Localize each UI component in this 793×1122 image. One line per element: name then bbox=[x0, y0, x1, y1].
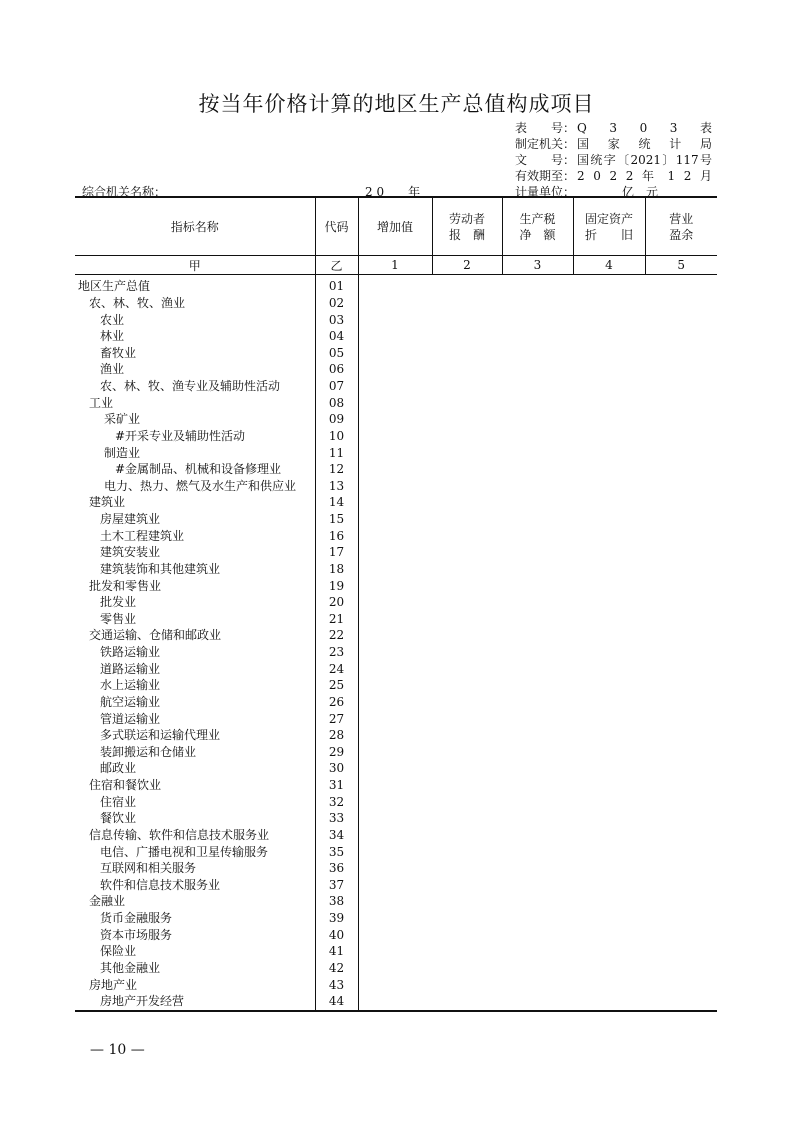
row-name: 水上运输业 bbox=[100, 678, 161, 693]
table-row bbox=[75, 760, 717, 777]
row-values bbox=[358, 611, 717, 628]
row-name: 保险业 bbox=[100, 944, 137, 959]
row-name: 批发业 bbox=[100, 595, 137, 610]
table-row bbox=[75, 594, 717, 611]
row-values bbox=[358, 727, 717, 744]
subheader: 1 bbox=[358, 256, 432, 275]
table-row bbox=[75, 860, 717, 877]
row-name: 工业 bbox=[89, 395, 114, 410]
row-code: 43 bbox=[315, 976, 358, 993]
table-row bbox=[75, 644, 717, 661]
row-name: 餐饮业 bbox=[100, 811, 137, 826]
row-code: 04 bbox=[315, 328, 358, 345]
row-name: 土木工程建筑业 bbox=[100, 528, 185, 543]
row-name: #开采专业及辅助性活动 bbox=[115, 428, 246, 443]
row-values bbox=[358, 810, 717, 827]
row-name: 软件和信息技术服务业 bbox=[100, 877, 221, 892]
row-code: 22 bbox=[315, 627, 358, 644]
row-code: 32 bbox=[315, 793, 358, 810]
table-row bbox=[75, 544, 717, 561]
row-name: 房地产业 bbox=[89, 977, 138, 992]
header-name: 指标名称 bbox=[75, 197, 315, 256]
row-code: 20 bbox=[315, 594, 358, 611]
row-name: 邮政业 bbox=[100, 761, 137, 776]
row-values bbox=[358, 827, 717, 844]
row-name: 建筑业 bbox=[89, 495, 126, 510]
row-name: #金属制品、机械和设备修理业 bbox=[115, 462, 282, 477]
meta-key: 制定机关： bbox=[515, 137, 576, 151]
row-name: 金融业 bbox=[89, 894, 126, 909]
table-row bbox=[75, 611, 717, 628]
row-code: 30 bbox=[315, 760, 358, 777]
meta-line bbox=[515, 168, 712, 184]
table-row bbox=[75, 777, 717, 794]
table-row bbox=[75, 710, 717, 727]
row-values bbox=[358, 910, 717, 927]
row-name: 电信、广播电视和卫星传输服务 bbox=[100, 844, 269, 859]
data-table bbox=[75, 196, 717, 1012]
meta-key: 文 号： bbox=[515, 153, 576, 167]
row-code: 26 bbox=[315, 694, 358, 711]
row-code: 12 bbox=[315, 461, 358, 478]
row-values bbox=[358, 860, 717, 877]
row-name: 批发和零售业 bbox=[89, 578, 162, 593]
row-values bbox=[358, 345, 717, 362]
table-row bbox=[75, 910, 717, 927]
row-code: 44 bbox=[315, 993, 358, 1011]
row-name: 管道运输业 bbox=[100, 711, 161, 726]
meta-value: 国统字〔2021〕117号 bbox=[577, 153, 712, 167]
header-surplus: 营业 盈余 bbox=[645, 197, 717, 256]
row-values bbox=[358, 594, 717, 611]
row-code: 19 bbox=[315, 577, 358, 594]
row-name: 农业 bbox=[100, 312, 125, 327]
table-row bbox=[75, 660, 717, 677]
row-values bbox=[358, 295, 717, 312]
row-values bbox=[358, 378, 717, 395]
row-code: 11 bbox=[315, 444, 358, 461]
row-values bbox=[358, 561, 717, 578]
table-row bbox=[75, 345, 717, 362]
row-code: 21 bbox=[315, 611, 358, 628]
table-row bbox=[75, 960, 717, 977]
meta-line bbox=[515, 136, 712, 152]
subheader: 甲 bbox=[75, 256, 315, 275]
row-name: 多式联运和运输代理业 bbox=[100, 728, 221, 743]
row-name: 住宿和餐饮业 bbox=[89, 778, 162, 793]
subheader: 3 bbox=[502, 256, 573, 275]
row-values bbox=[358, 843, 717, 860]
meta-value: 2 0 2 2 年 1 2 月 bbox=[577, 169, 712, 183]
row-values bbox=[358, 444, 717, 461]
row-code: 42 bbox=[315, 960, 358, 977]
meta-line bbox=[515, 152, 712, 168]
row-code: 31 bbox=[315, 777, 358, 794]
row-values bbox=[358, 511, 717, 528]
row-values bbox=[358, 478, 717, 495]
meta-line bbox=[515, 120, 712, 136]
header-net-tax: 生产税 净 额 bbox=[502, 197, 573, 256]
row-values bbox=[358, 311, 717, 328]
header-value-added: 增加值 bbox=[358, 197, 432, 256]
table-row bbox=[75, 893, 717, 910]
row-name: 房地产开发经营 bbox=[75, 993, 315, 1011]
row-code: 18 bbox=[315, 561, 358, 578]
row-values bbox=[358, 694, 717, 711]
row-name: 地区生产总值 bbox=[78, 279, 151, 294]
row-code: 03 bbox=[315, 311, 358, 328]
table-row bbox=[75, 275, 717, 295]
table-row bbox=[75, 976, 717, 993]
row-name: 电力、热力、燃气及水生产和供应业 bbox=[104, 478, 297, 493]
row-code: 05 bbox=[315, 345, 358, 362]
table-row bbox=[75, 527, 717, 544]
row-values bbox=[358, 710, 717, 727]
meta-value: 国 家 统 计 局 bbox=[577, 137, 712, 151]
table-row bbox=[75, 694, 717, 711]
unit-value: 亿 元 bbox=[622, 185, 659, 199]
row-values bbox=[358, 644, 717, 661]
row-name: 建筑安装业 bbox=[100, 545, 161, 560]
subheader: 乙 bbox=[315, 256, 358, 275]
table-row bbox=[75, 577, 717, 594]
row-name: 互联网和相关服务 bbox=[100, 861, 197, 876]
table-row bbox=[75, 827, 717, 844]
row-values bbox=[358, 677, 717, 694]
table-row bbox=[75, 843, 717, 860]
table-row bbox=[75, 378, 717, 395]
header-depreciation: 固定资产 折 旧 bbox=[573, 197, 645, 256]
row-values bbox=[358, 328, 717, 345]
row-name: 货币金融服务 bbox=[100, 911, 173, 926]
report-year: 2 0 年 bbox=[365, 185, 421, 199]
row-values bbox=[358, 461, 717, 478]
row-name: 资本市场服务 bbox=[100, 927, 173, 942]
page-number: — 10 — bbox=[90, 1042, 145, 1058]
row-code: 40 bbox=[315, 926, 358, 943]
table-row bbox=[75, 810, 717, 827]
form-title: 按当年价格计算的地区生产总值构成项目 bbox=[198, 92, 595, 116]
row-name: 制造业 bbox=[104, 445, 141, 460]
table-row bbox=[75, 926, 717, 943]
header-labor-comp: 劳动者 报 酬 bbox=[432, 197, 502, 256]
row-code: 14 bbox=[315, 494, 358, 511]
meta-value: Q 3 0 3 表 bbox=[577, 121, 712, 135]
table-row bbox=[75, 461, 717, 478]
row-values bbox=[358, 428, 717, 445]
row-code: 29 bbox=[315, 744, 358, 761]
table-row bbox=[75, 411, 717, 428]
table-row bbox=[75, 394, 717, 411]
row-values bbox=[358, 926, 717, 943]
row-code: 35 bbox=[315, 843, 358, 860]
row-values bbox=[358, 893, 717, 910]
row-name: 林业 bbox=[100, 329, 125, 344]
row-name: 道路运输业 bbox=[100, 661, 161, 676]
row-code: 10 bbox=[315, 428, 358, 445]
row-values bbox=[358, 627, 717, 644]
row-values bbox=[358, 744, 717, 761]
row-values bbox=[358, 577, 717, 594]
table-row bbox=[75, 311, 717, 328]
row-values bbox=[358, 976, 717, 993]
row-code: 02 bbox=[315, 295, 358, 312]
row-name: 零售业 bbox=[100, 611, 137, 626]
row-code: 37 bbox=[315, 877, 358, 894]
row-values bbox=[358, 275, 717, 295]
row-values bbox=[358, 960, 717, 977]
org-name-label: 综合机关名称： bbox=[82, 185, 167, 199]
row-values bbox=[358, 760, 717, 777]
row-code: 28 bbox=[315, 727, 358, 744]
table-row bbox=[75, 295, 717, 312]
table-row bbox=[75, 328, 717, 345]
row-code: 38 bbox=[315, 893, 358, 910]
row-code: 09 bbox=[315, 411, 358, 428]
subheader: 5 bbox=[645, 256, 717, 275]
meta-key: 表 号： bbox=[515, 121, 576, 135]
row-name: 交通运输、仓储和邮政业 bbox=[89, 628, 222, 643]
table-row bbox=[75, 877, 717, 894]
row-code: 07 bbox=[315, 378, 358, 395]
table-row bbox=[75, 361, 717, 378]
row-code: 36 bbox=[315, 860, 358, 877]
row-name: 其他金融业 bbox=[100, 960, 161, 975]
row-name: 畜牧业 bbox=[100, 345, 137, 360]
unit-label: 计量单位： bbox=[515, 185, 576, 199]
table-row bbox=[75, 627, 717, 644]
subheader: 4 bbox=[573, 256, 645, 275]
row-values bbox=[358, 527, 717, 544]
row-code: 13 bbox=[315, 478, 358, 495]
subheader: 2 bbox=[432, 256, 502, 275]
row-values bbox=[358, 494, 717, 511]
row-name: 房屋建筑业 bbox=[100, 512, 161, 527]
row-name: 铁路运输业 bbox=[100, 645, 161, 660]
row-name: 农、林、牧、渔专业及辅助性活动 bbox=[100, 379, 281, 394]
table-row bbox=[75, 943, 717, 960]
row-values bbox=[358, 943, 717, 960]
row-code: 39 bbox=[315, 910, 358, 927]
row-values bbox=[358, 793, 717, 810]
row-name: 住宿业 bbox=[100, 794, 137, 809]
table-row bbox=[75, 511, 717, 528]
table-row bbox=[75, 793, 717, 810]
row-code: 15 bbox=[315, 511, 358, 528]
row-code: 34 bbox=[315, 827, 358, 844]
row-name: 信息传输、软件和信息技术服务业 bbox=[89, 827, 270, 842]
row-name: 农、林、牧、渔业 bbox=[89, 295, 186, 310]
row-values bbox=[358, 993, 717, 1011]
meta-key: 有效期至： bbox=[515, 169, 576, 183]
table-row bbox=[75, 444, 717, 461]
row-code: 16 bbox=[315, 527, 358, 544]
row-name: 建筑装饰和其他建筑业 bbox=[100, 561, 221, 576]
row-name: 采矿业 bbox=[104, 412, 141, 427]
row-values bbox=[358, 660, 717, 677]
row-values bbox=[358, 411, 717, 428]
table-row bbox=[75, 727, 717, 744]
row-code: 06 bbox=[315, 361, 358, 378]
row-code: 08 bbox=[315, 394, 358, 411]
row-code: 33 bbox=[315, 810, 358, 827]
row-values bbox=[358, 777, 717, 794]
table-row bbox=[75, 494, 717, 511]
row-code: 23 bbox=[315, 644, 358, 661]
table-row bbox=[75, 428, 717, 445]
header-code: 代码 bbox=[315, 197, 358, 256]
row-values bbox=[358, 877, 717, 894]
row-code: 24 bbox=[315, 660, 358, 677]
row-code: 01 bbox=[315, 275, 358, 295]
table-row bbox=[75, 677, 717, 694]
table-row bbox=[75, 561, 717, 578]
row-code: 17 bbox=[315, 544, 358, 561]
row-values bbox=[358, 361, 717, 378]
row-code: 27 bbox=[315, 710, 358, 727]
row-values bbox=[358, 394, 717, 411]
table-row bbox=[75, 478, 717, 495]
row-name: 渔业 bbox=[100, 362, 125, 377]
table-row bbox=[75, 744, 717, 761]
row-name: 航空运输业 bbox=[100, 694, 161, 709]
row-name: 装卸搬运和仓储业 bbox=[100, 744, 197, 759]
table-row bbox=[75, 993, 717, 1011]
row-values bbox=[358, 544, 717, 561]
row-code: 25 bbox=[315, 677, 358, 694]
row-code: 41 bbox=[315, 943, 358, 960]
